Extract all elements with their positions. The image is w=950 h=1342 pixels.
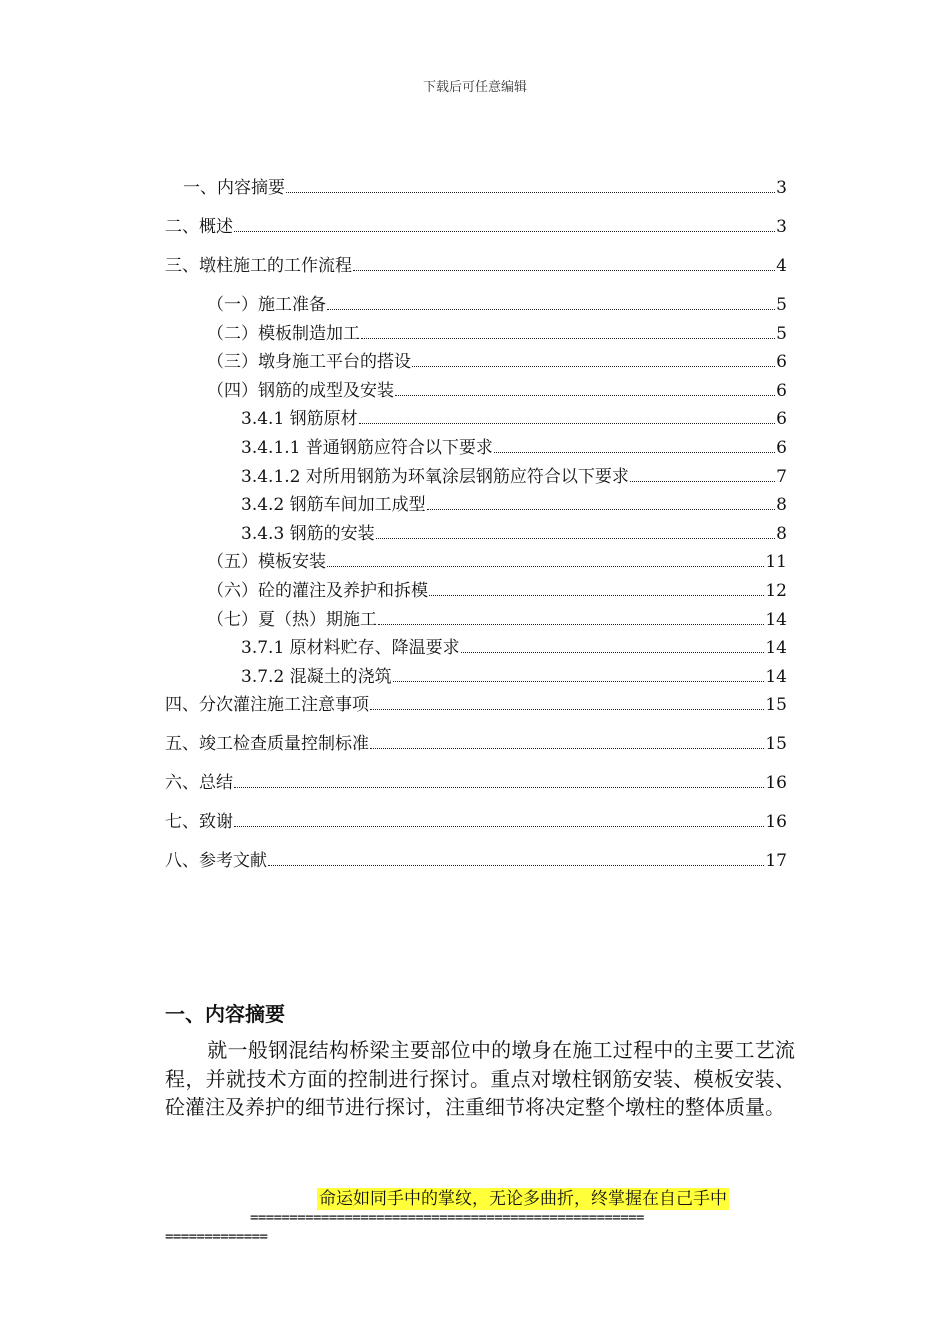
toc-page-number: 5 xyxy=(776,295,787,315)
toc-page-number: 15 xyxy=(765,695,787,716)
toc-dot-leader xyxy=(378,624,764,625)
table-of-contents xyxy=(165,176,787,888)
toc-dot-leader xyxy=(393,681,765,682)
toc-entry-title: 3.4.1.1 普通钢筋应符合以下要求 xyxy=(241,437,493,458)
toc-entry-title: （三）墩身施工平台的搭设 xyxy=(207,352,411,373)
toc-entry[interactable] xyxy=(165,579,787,608)
toc-entry-title: （五）模板安装 xyxy=(207,552,326,573)
toc-entry[interactable] xyxy=(165,407,787,436)
toc-dot-leader xyxy=(395,395,775,396)
toc-entry[interactable] xyxy=(165,550,787,579)
toc-entry[interactable] xyxy=(165,636,787,665)
toc-dot-leader xyxy=(361,338,775,339)
toc-dot-leader xyxy=(630,481,775,482)
toc-entry[interactable] xyxy=(165,322,787,351)
toc-dot-leader xyxy=(359,423,776,424)
toc-dot-leader xyxy=(412,366,775,367)
toc-dot-leader xyxy=(234,231,775,232)
toc-page-number: 6 xyxy=(776,437,787,458)
toc-entry-title: 3.4.1 钢筋原材 xyxy=(241,409,358,430)
toc-entry-title: （二）模板制造加工 xyxy=(207,323,360,344)
abstract-text: 就一般钢混结构桥梁主要部位中的墩身在施工过程中的主要工艺流程，并就技术方面的控制进行探讨。重点对墩柱钢筋安装、模板安装、砼灌注及养护的细节进行探讨，注重细节将决定整个墩柱的整体质量。 xyxy=(165,1038,795,1119)
toc-page-number: 6 xyxy=(776,380,787,401)
separator-line: ============= xyxy=(165,1229,268,1245)
toc-entry[interactable] xyxy=(165,693,787,732)
toc-entry[interactable] xyxy=(165,215,787,254)
toc-entry-title: 二、概述 xyxy=(165,217,233,237)
toc-entry-title: 3.7.1 原材料贮存、降温要求 xyxy=(241,638,460,659)
toc-entry-title: 六、总结 xyxy=(165,773,233,794)
toc-entry-title: 三、墩柱施工的工作流程 xyxy=(165,256,352,276)
toc-entry-title: （七）夏（热）期施工 xyxy=(207,609,377,630)
toc-dot-leader xyxy=(268,865,764,866)
toc-entry-title: （一）施工准备 xyxy=(207,295,326,315)
toc-page-number: 11 xyxy=(765,552,787,573)
toc-entry[interactable] xyxy=(165,350,787,379)
toc-dot-leader xyxy=(376,538,776,539)
toc-page-number: 15 xyxy=(765,734,787,755)
toc-page-number: 7 xyxy=(776,466,787,487)
separator-line: ================================================== xyxy=(250,1210,644,1226)
toc-dot-leader xyxy=(327,309,775,310)
toc-page-number: 14 xyxy=(765,609,787,630)
toc-page-number: 16 xyxy=(765,773,787,794)
toc-entry[interactable] xyxy=(165,810,787,849)
section-title: 一、内容摘要 xyxy=(165,1002,285,1026)
toc-entry-title: 3.4.2 钢筋车间加工成型 xyxy=(241,495,426,516)
toc-page-number: 14 xyxy=(765,638,787,659)
toc-dot-leader xyxy=(494,452,775,453)
toc-entry[interactable] xyxy=(165,465,787,494)
toc-entry[interactable] xyxy=(165,254,787,293)
toc-entry-title: 一、内容摘要 xyxy=(183,178,285,198)
toc-dot-leader xyxy=(286,192,775,193)
toc-entry-title: 五、竣工检查质量控制标准 xyxy=(165,734,369,755)
toc-entry-title: 四、分次灌注施工注意事项 xyxy=(165,695,369,716)
toc-entry[interactable] xyxy=(165,522,787,551)
toc-page-number: 3 xyxy=(776,217,787,237)
toc-page-number: 14 xyxy=(765,666,787,687)
toc-entry[interactable] xyxy=(165,665,787,694)
toc-page-number: 12 xyxy=(765,580,787,601)
toc-dot-leader xyxy=(370,709,764,710)
toc-entry[interactable] xyxy=(165,176,787,215)
toc-entry[interactable] xyxy=(165,436,787,465)
toc-entry[interactable] xyxy=(165,379,787,408)
toc-dot-leader xyxy=(370,748,764,749)
toc-entry-title: 3.4.1.2 对所用钢筋为环氧涂层钢筋应符合以下要求 xyxy=(241,466,629,487)
toc-entry[interactable] xyxy=(165,849,787,888)
toc-dot-leader xyxy=(234,826,764,827)
toc-entry[interactable] xyxy=(165,608,787,637)
toc-page-number: 8 xyxy=(776,495,787,516)
toc-entry[interactable] xyxy=(165,293,787,322)
toc-page-number: 8 xyxy=(776,523,787,544)
toc-page-number: 4 xyxy=(776,256,787,276)
toc-entry-title: （四）钢筋的成型及安装 xyxy=(207,380,394,401)
toc-page-number: 6 xyxy=(776,352,787,373)
toc-entry-title: 八、参考文献 xyxy=(165,851,267,872)
toc-dot-leader xyxy=(234,787,764,788)
toc-entry-title: 3.7.2 混凝土的浇筑 xyxy=(241,666,392,687)
toc-page-number: 6 xyxy=(776,409,787,430)
abstract-paragraph xyxy=(165,1036,795,1122)
toc-page-number: 17 xyxy=(765,851,787,872)
toc-page-number: 3 xyxy=(776,178,787,198)
toc-entry-title: 3.4.3 钢筋的安装 xyxy=(241,523,375,544)
toc-dot-leader xyxy=(327,566,764,567)
toc-entry[interactable] xyxy=(165,771,787,810)
motto-highlight: 命运如同手中的掌纹，无论多曲折，终掌握在自己手中 xyxy=(319,1189,727,1209)
toc-dot-leader xyxy=(461,652,765,653)
toc-entry-title: （六）砼的灌注及养护和拆模 xyxy=(207,580,428,601)
toc-page-number: 16 xyxy=(765,812,787,833)
toc-entry[interactable] xyxy=(165,732,787,771)
toc-dot-leader xyxy=(353,270,775,271)
toc-dot-leader xyxy=(429,595,764,596)
toc-entry[interactable] xyxy=(165,493,787,522)
page-header: 下载后可任意编辑 xyxy=(422,80,527,95)
toc-entry-title: 七、致谢 xyxy=(165,812,233,833)
toc-dot-leader xyxy=(427,509,776,510)
toc-page-number: 5 xyxy=(776,323,787,344)
